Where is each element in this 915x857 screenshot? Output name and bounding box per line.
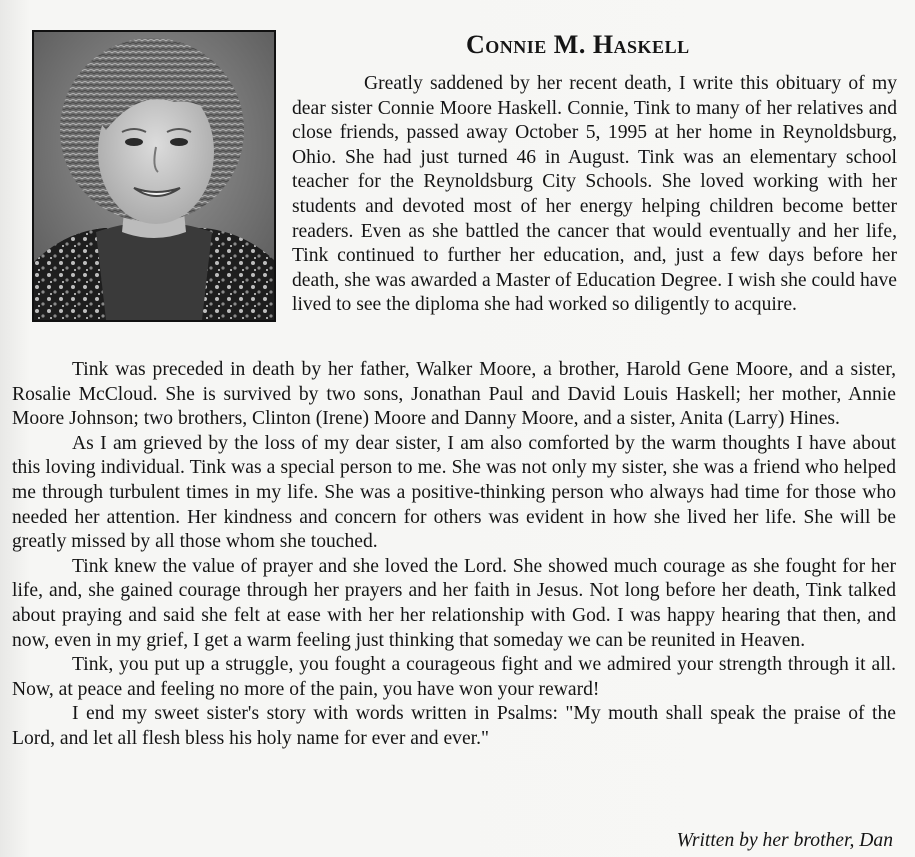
obituary-body <box>12 358 896 752</box>
obituary-title: Connie M. Haskell <box>466 30 690 59</box>
portrait-photo <box>32 30 276 322</box>
paragraph-tribute: Tink, you put up a struggle, you fought a courageous fight and we admired your strength through it all. Now, at peace and feeling no more of the pain, you have won your reward! <box>12 654 896 700</box>
paragraph-psalm: I end my sweet sister's story with words written in Psalms: "My mouth shall speak the praise of the Lord, and let all flesh bless his holy name for ever and ever." <box>12 703 896 749</box>
intro-paragraph: Greatly saddened by her recent death, I write this obituary of my dear sister Connie Moore Haskell. Connie, Tink to many of her relatives and close friends, passed away October 5, 1995 at her home in Reynoldsburg, Ohio. She had just turned 46 in August. Tink was an elementary school teacher for the Reynoldsburg City Schools. She loved working with her students and devoted most of her energy helping children become better readers. Even as she battled the cancer that would eventually and her life, Tink continued to further her education, and, just a few days before her death, she was awarded a Master of Education Degree. I wish she could have lived to see the diploma she had worked so diligently to acquire. <box>292 73 897 316</box>
portrait-illustration <box>34 32 274 320</box>
paragraph-family: Tink was preceded in death by her father, Walker Moore, a brother, Harold Gene Moore, and a sister, Rosalie McCloud. She is survived by two sons, Jonathan Paul and David Louis Haskell; her mother, Annie Moore Johnson; two brothers, Clinton (Irene) Moore and Danny Moore, and a sister, Anita (Larry) Hines. <box>12 359 896 430</box>
paragraph-faith: Tink knew the value of prayer and she loved the Lord. She showed much courage as she fought for her life, and, she gained courage through her prayers and her faith in Jesus. Not long before her death, Tink talked about praying and said she felt at ease with her her relationship with God. I was happy hearing that then, and now, even in my grief, I get a warm feeling just thinking that someday we can be reunited in Heaven. <box>12 555 896 651</box>
author-signature: Written by her brother, Dan <box>676 830 893 851</box>
paragraph-memories: As I am grieved by the loss of my dear sister, I am also comforted by the warm thoughts I have about this loving individual. Tink was a special person to me. She was not only my sister, she was a friend who helped me through turbulent times in my life. She was a positive-thinking person who always had time for those who needed her attention. Her kindness and concern for others was evident in how she lived her life. She will be greatly missed by all those whom she touched. <box>12 432 896 553</box>
